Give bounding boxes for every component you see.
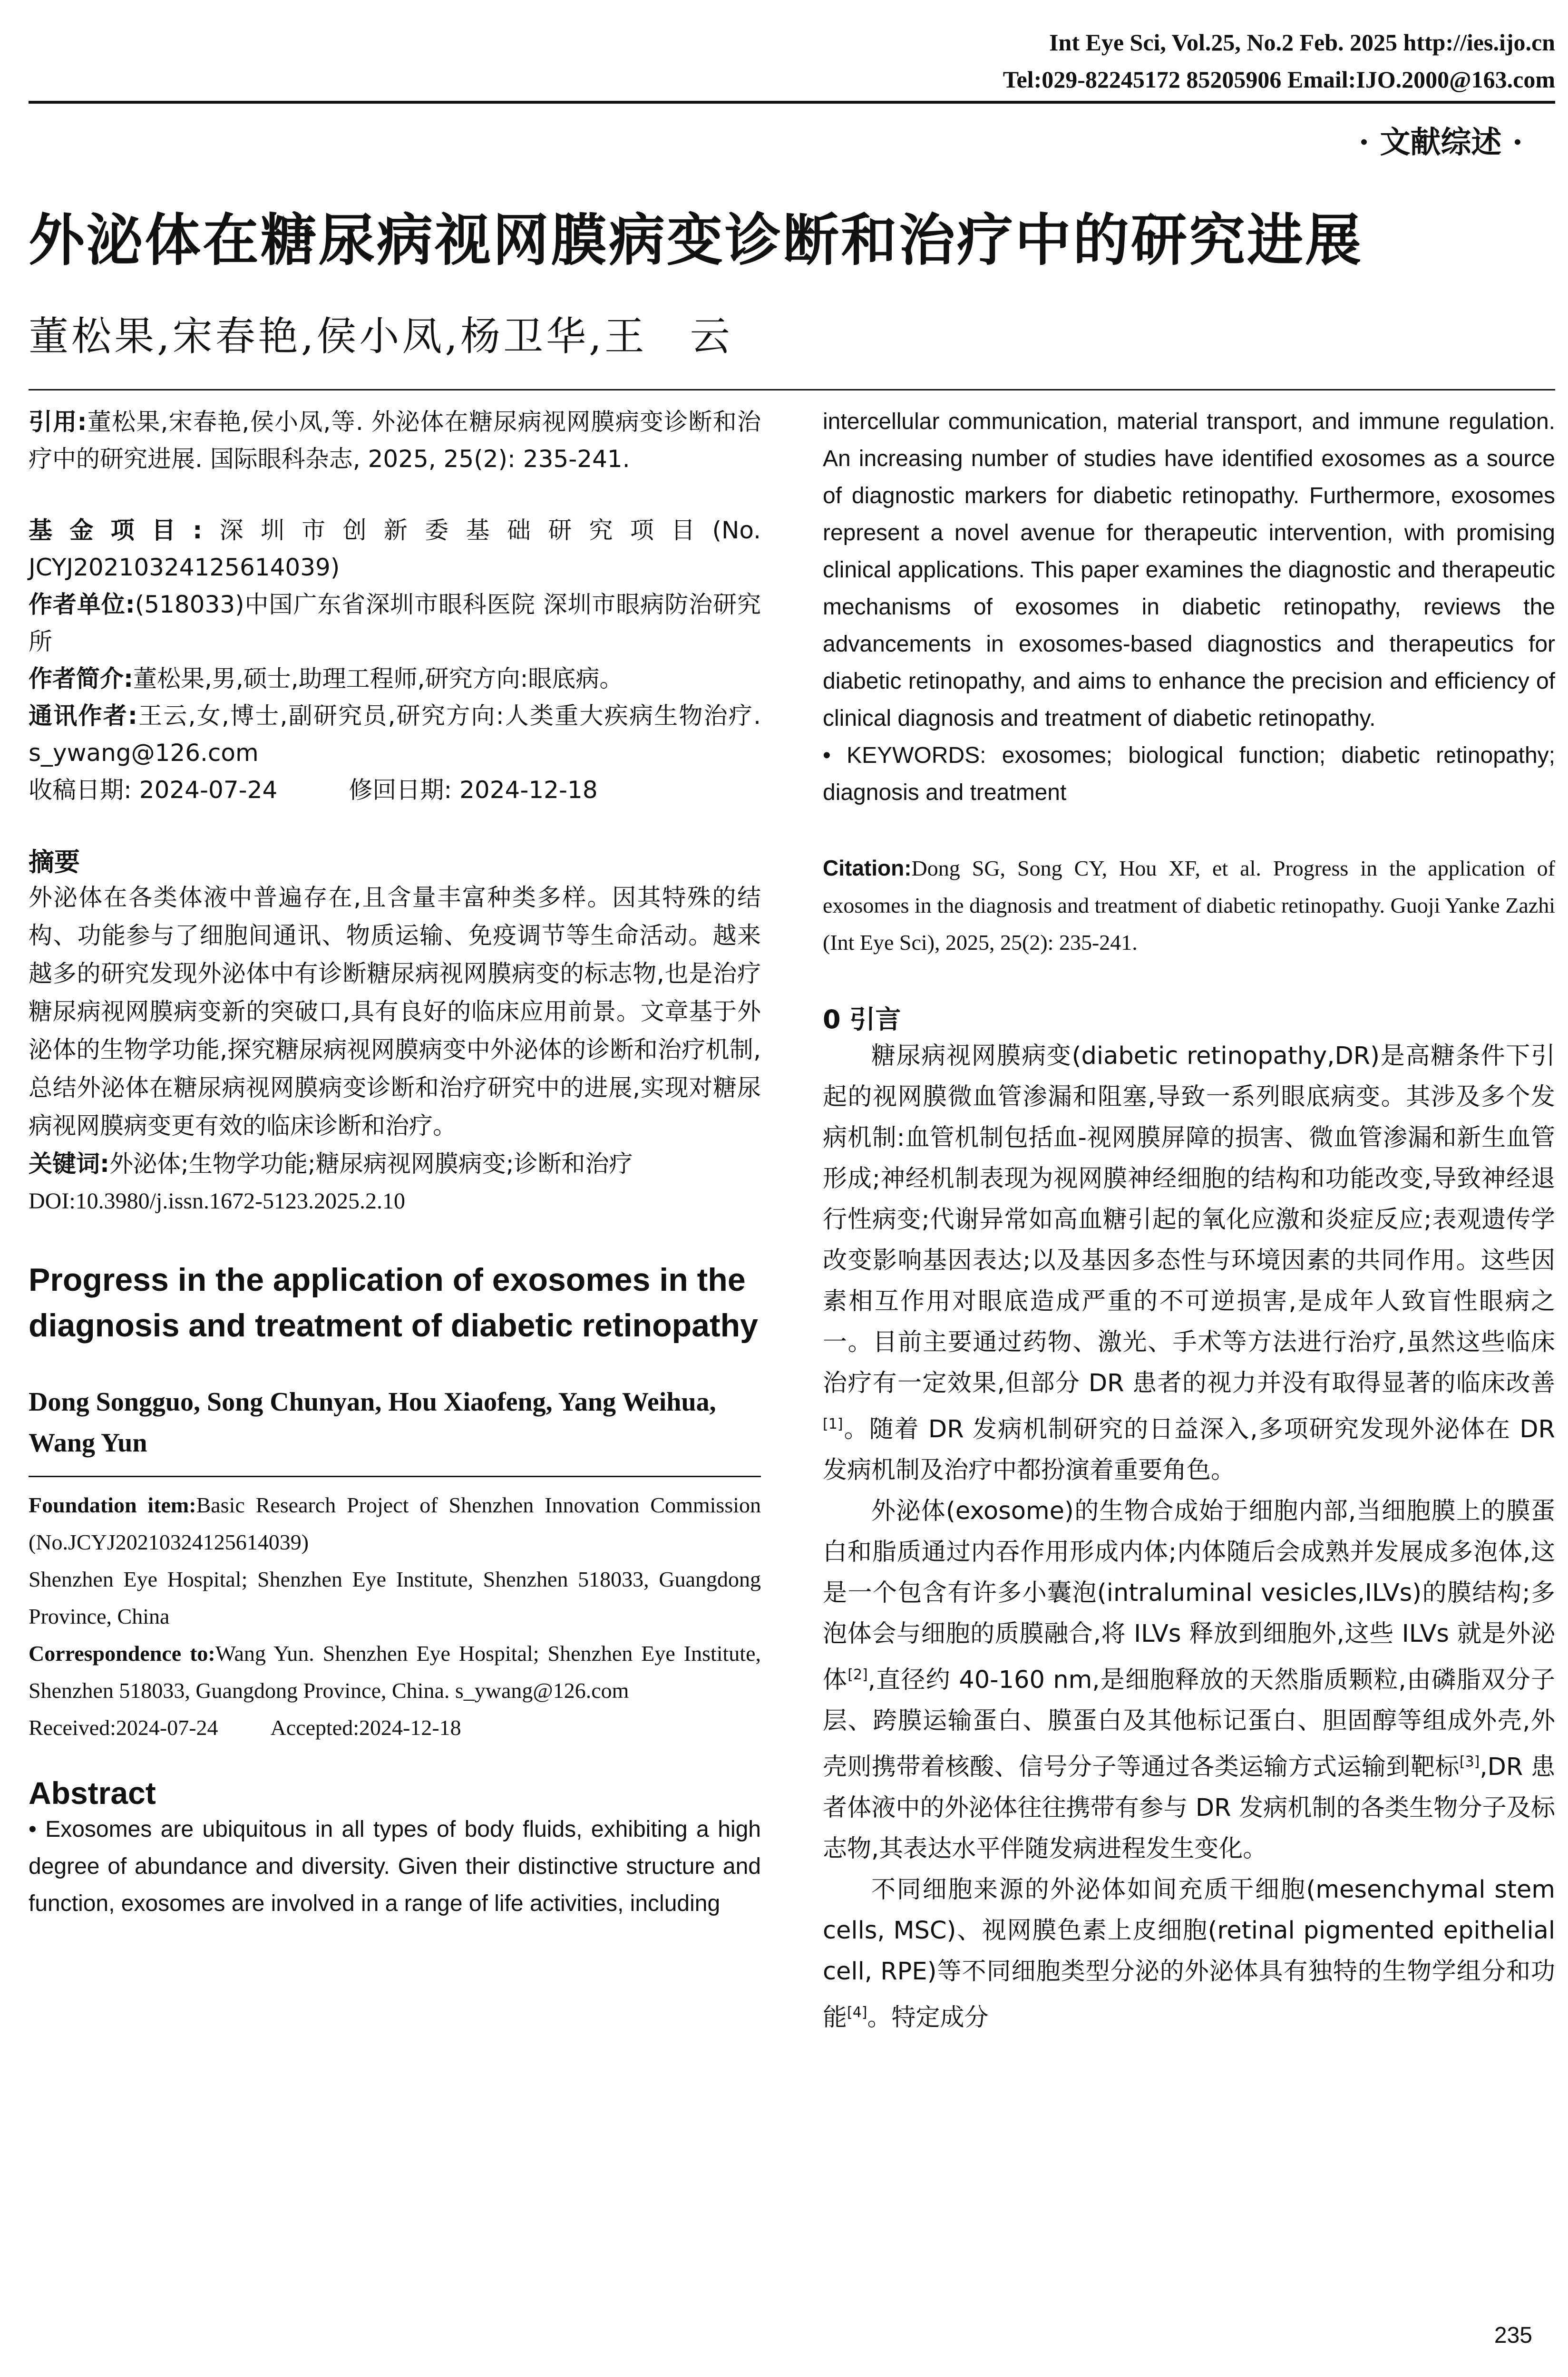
english-received: Received:2024-07-24 xyxy=(29,1715,218,1740)
abstract-text-en-continued: intercellular communication, material transport, and immune regulation. An increasing number of studies have identified exosomes as a source of diagnostic markers for diabetic retinopathy. Furthermore, exosomes represent a novel avenue for therapeutic intervention, with promising clinical applications. This paper examines the diagnostic and therapeutic mechanisms of exosomes in diabetic retinopathy, reviews the advancements in exosomes-based diagnostics and therapeutics for diabetic retinopathy, and aims to enhance the precision and efficiency of clinical diagnosis and treatment of diabetic retinopathy. xyxy=(823,409,1555,731)
abstract-heading-cn: 摘要 xyxy=(29,847,80,877)
journal-info-line: Int Eye Sci, Vol.25, No.2 Feb. 2025 http://ies.ijo.cn xyxy=(1049,29,1555,56)
intro-paragraph-3 xyxy=(823,1870,1555,2038)
foundation-text: 深圳市创新委基础研究项目(No. JCYJ20210324125614039) xyxy=(29,516,761,581)
english-correspondence-label: Correspondence to: xyxy=(29,1641,215,1666)
english-authors: Dong Songguo, Song Chunyan, Hou Xiaofeng, Yang Weihua, Wang Yun xyxy=(29,1387,716,1458)
keywords-cn xyxy=(29,1145,761,1183)
citation-label: 引用: xyxy=(29,408,87,436)
p2-part-c: ,DR 患者体液中的外泌体往往携带有参与 DR 发病机制的各类生物分子及标志物,其表达水平伴随发病进程发生变化。 xyxy=(823,1753,1555,1863)
ref-4: [4] xyxy=(847,2004,867,2021)
header-rule xyxy=(29,101,1555,104)
english-title: Progress in the application of exosomes in the diagnosis and treatment of diabetic retinopathy xyxy=(29,1262,758,1344)
abstract-text-en-start: • Exosomes are ubiquitous in all types of body fluids, exhibiting a high degree of abundance and diversity. Given their distinctive structure and function, exosomes are involved in a range of life activities, including xyxy=(29,1817,761,1916)
english-foundation-text: Basic Research Project of Shenzhen Innovation Commission (No.JCYJ20210324125614039) xyxy=(29,1493,761,1554)
ref-2: [2] xyxy=(847,1666,868,1683)
correspondence-label: 通讯作者: xyxy=(29,702,137,730)
running-header xyxy=(29,19,1555,105)
right-column xyxy=(823,403,1555,2038)
doi: DOI:10.3980/j.issn.1672-5123.2025.2.10 xyxy=(29,1188,405,1214)
received-date: 收稿日期: 2024-07-24 xyxy=(29,776,278,804)
foundation-cn xyxy=(29,512,761,586)
abstract-text-cn: 外泌体在各类体液中普遍存在,且含量丰富种类多样。因其特殊的结构、功能参与了细胞间通讯、物质运输、免疫调节等生命活动。越来越多的研究发现外泌体中有诊断糖尿病视网膜病变的标志物,也是治疗糖尿病视网膜病变新的突破口,具有良好的临床应用前景。文章基于外泌体的生物学功能,探究糖尿病视网膜病变中外泌体的诊断和治疗机制,总结外泌体在糖尿病视网膜病变诊断和治疗研究中的进展,实现对糖尿病视网膜病变更有效的临床诊断和治疗。 xyxy=(29,884,761,1140)
affiliation-cn xyxy=(29,586,761,660)
keywords-en xyxy=(823,737,1555,811)
keywords-text-cn: 外泌体;生物学功能;糖尿病视网膜病变;诊断和治疗 xyxy=(109,1150,633,1178)
foundation-label: 基金项目: xyxy=(29,516,203,544)
citation-cn xyxy=(29,403,761,477)
affiliation-text: (518033)中国广东省深圳市眼科医院 深圳市眼病防治研究所 xyxy=(29,591,761,655)
english-accepted: Accepted:2024-12-18 xyxy=(270,1715,461,1740)
english-authors-rule xyxy=(29,1476,761,1477)
keywords-label-en: • KEYWORDS: xyxy=(823,743,986,768)
citation-en xyxy=(823,849,1555,961)
citation-text-en: Dong SG, Song CY, Hou XF, et al. Progress in the application of exosomes in the diagnosis and treatment of diabetic retinopathy. Guoji Yanke Zazhi (Int Eye Sci), 2025, 25(2): 235-241. xyxy=(823,856,1555,955)
title-rule xyxy=(29,389,1555,390)
ref-3: [3] xyxy=(1459,1754,1480,1770)
dates-cn xyxy=(29,771,761,809)
english-dates xyxy=(29,1709,761,1746)
intro-paragraph-2 xyxy=(823,1491,1555,1870)
english-foundation-label: Foundation item: xyxy=(29,1493,196,1517)
english-correspondence xyxy=(29,1635,761,1709)
author-bio-text: 董松果,男,硕士,助理工程师,研究方向:眼底病。 xyxy=(133,665,623,692)
section-label: · 文献综述 · xyxy=(1358,125,1523,160)
p2-part-a: 外泌体(exosome)的生物合成始于细胞内部,当细胞膜上的膜蛋白和脂质通过内吞作用形成内体;内体随后会成熟并发展成多泡体,这是一个包含有许多小囊泡(intraluminal vesicles,ILVs)的膜结构;多泡体会与细胞的质膜融合,将 ILVs 释放到细胞外,这些 ILVs 就是外泌体 xyxy=(823,1497,1555,1694)
p2-part-b: ,直径约 40-160 nm,是细胞释放的天然脂质颗粒,由磷脂双分子层、跨膜运输蛋白、膜蛋白及其他标记蛋白、胆固醇等组成外壳,外壳则携带着核酸、信号分子等通过各类运输方式运输到靶标 xyxy=(823,1666,1555,1781)
article-title: 外泌体在糖尿病视网膜病变诊断和治疗中的研究进展 xyxy=(29,207,1363,273)
p3-part-a: 不同细胞来源的外泌体如间充质干细胞(mesenchymal stem cells, MSC)、视网膜色素上皮细胞(retinal pigmented epithelial cell, RPE)等不同细胞类型分泌的外泌体具有独特的生物学组分和功能 xyxy=(823,1876,1555,2032)
contact-info-line: Tel:029-82245172 85205906 Email:IJO.2000@163.com xyxy=(1003,66,1555,93)
intro-paragraph-1 xyxy=(823,1036,1555,1491)
intro-heading: 0 引言 xyxy=(823,1004,901,1034)
citation-label-en: Citation: xyxy=(823,856,912,880)
p3-part-b: 。特定成分 xyxy=(867,2004,989,2032)
ref-1: [1] xyxy=(823,1416,843,1432)
p1-part-a: 糖尿病视网膜病变(diabetic retinopathy,DR)是高糖条件下引起的视网膜微血管渗漏和阻塞,导致一系列眼底病变。其涉及多个发病机制:血管机制包括血-视网膜屏障的损害、微血管渗漏和新生血管形成;神经机制表现为视网膜神经细胞的结构和功能改变,导致神经退行性病变;代谢异常如高血糖引起的氧化应激和炎症反应;表观遗传学改变影响基因表达;以及基因多态性与环境因素的共同作用。这些因素相互作用对眼底造成严重的不可逆损害,是成年人致盲性眼病之一。目前主要通过药物、激光、手术等方法进行治疗,虽然这些临床治疗有一定效果,但部分 DR 患者的视力并没有取得显著的临床改善 xyxy=(823,1042,1555,1397)
affiliation-label: 作者单位: xyxy=(29,591,135,618)
article-authors: 董松果,宋春艳,侯小凤,杨卫华,王 云 xyxy=(29,313,733,360)
author-bio-label: 作者简介: xyxy=(29,665,133,692)
english-foundation xyxy=(29,1487,761,1561)
english-correspondence-text: Wang Yun. Shenzhen Eye Hospital; Shenzhen Eye Institute, Shenzhen 518033, Guangdong Province, China. s_ywang@126.com xyxy=(29,1641,761,1703)
author-bio-cn xyxy=(29,660,761,697)
revised-date: 修回日期: 2024-12-18 xyxy=(349,776,598,804)
left-column xyxy=(29,403,761,1922)
keywords-label-cn: 关键词: xyxy=(29,1150,109,1178)
correspondence-cn xyxy=(29,697,761,771)
citation-text: 董松果,宋春艳,侯小凤,等. 外泌体在糖尿病视网膜病变诊断和治疗中的研究进展. 国际眼科杂志, 2025, 25(2): 235-241. xyxy=(29,408,761,473)
keywords-text-en: exosomes; biological function; diabetic retinopathy; diagnosis and treatment xyxy=(823,743,1555,805)
page-number: 235 xyxy=(1494,2323,1532,2348)
p1-part-b: 。随着 DR 发病机制研究的日益深入,多项研究发现外泌体在 DR 发病机制及治疗中都扮演着重要角色。 xyxy=(823,1415,1555,1484)
correspondence-text: 王云,女,博士,副研究员,研究方向:人类重大疾病生物治疗. s_ywang@126.com xyxy=(29,702,761,767)
english-affiliation: Shenzhen Eye Hospital; Shenzhen Eye Institute, Shenzhen 518033, Guangdong Province, China xyxy=(29,1567,761,1628)
abstract-heading-en: Abstract xyxy=(29,1775,156,1811)
article-meta-cn xyxy=(29,512,761,809)
